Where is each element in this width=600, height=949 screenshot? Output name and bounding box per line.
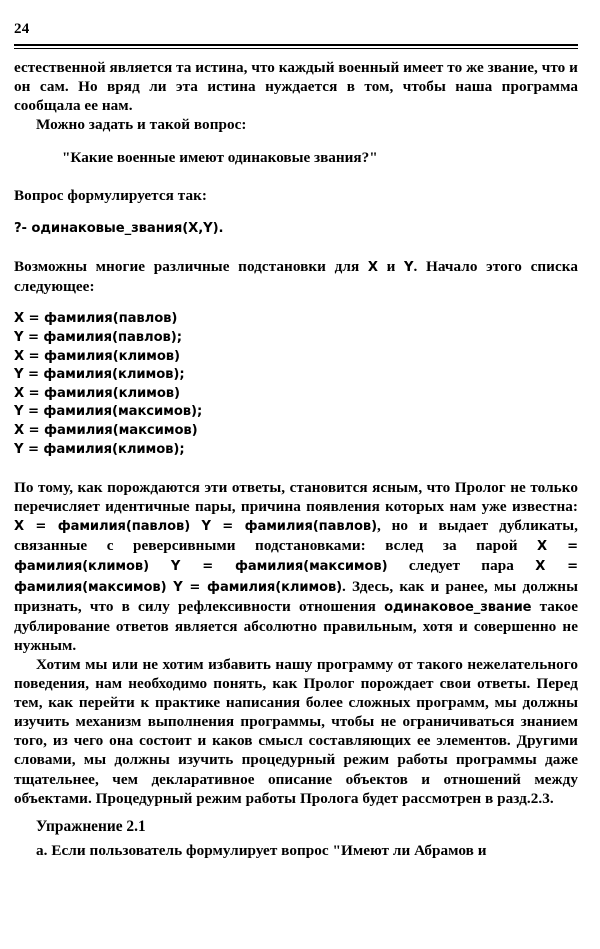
paragraph-substitutions	[14, 257, 578, 296]
prolog-query-line: ?- одинаковые_звания(X,Y).	[14, 220, 224, 236]
relation-name-same-rank: одинаковое_звание	[384, 599, 532, 615]
exercise-item-a: a. Если пользователь формулирует вопрос "Имеют ли Абрамов и	[36, 841, 487, 859]
paragraph-procedural: Хотим мы или не хотим избавить нашу программу от такого нежелательного поведения, нам необходимо понять, как Пролог порождает свои ответы. Перед тем, как перейти к практике написания более сложных программ, мы должны изучить механизм выполнения программы, чтобы не ограничиваться знанием того, из чего она состоит и каков смысл составляющих ее элементов. Другими словами, мы должны изучить процедурный режим работы программы даже тщательнее, чем декларативное описание объектов и отношений между объектами. Процедурный режим работы Пролога будет рассмотрен в разд.2.3.	[14, 655, 578, 807]
variable-y: Y	[404, 260, 414, 276]
binding-list	[14, 310, 578, 459]
substitutions-text-lead: Возможны многие различные подстановки для	[14, 258, 368, 276]
binding-pair-first: X = фамилия(климов) Y = фамилия(максимов)	[14, 539, 579, 575]
duplicates-text-4: . Здесь, как и ранее, мы должны признать, что в силу рефлексивности отношения	[14, 577, 578, 615]
binding-pair-identical: X = фамилия(павлов) Y = фамилия(павлов)	[14, 519, 377, 535]
duplicates-text-1: По тому, как порождаются эти ответы, становится ясным, что Пролог не только перечисляет идентичные пары, причина появления которых нам уже известна:	[14, 479, 578, 516]
paragraph-formulated: Вопрос формулируется так:	[14, 187, 208, 205]
substitutions-text-tail: . Начало этого списка следующее:	[14, 258, 578, 296]
binding-pair-reversed: X = фамилия(максимов) Y = фамилия(климов)	[14, 559, 578, 595]
spacer	[14, 134, 578, 148]
paragraph-can-ask: Можно задать и такой вопрос:	[36, 116, 247, 134]
duplicates-text-2: , но и выдает дубликаты, связанные с реверсивными подстановками: вслед за парой	[14, 517, 579, 555]
page-number: 24	[14, 21, 30, 37]
spacer	[14, 296, 578, 310]
duplicates-text-3: следует пара	[387, 557, 536, 575]
substitutions-text-mid: и	[377, 258, 405, 276]
exercise-heading: Упражнение 2.1	[36, 817, 146, 835]
header-rule-thin	[14, 48, 578, 49]
binding-line: X = фамилия(павлов)	[14, 311, 178, 327]
binding-line: Y = фамилия(максимов);	[14, 404, 203, 420]
spacer	[14, 206, 578, 220]
spacer	[14, 238, 578, 257]
quoted-question: "Какие военные имеют одинаковые звания?"	[62, 149, 378, 167]
spacer	[14, 459, 578, 478]
binding-line: X = фамилия(климов)	[14, 385, 180, 401]
paragraph-continued: естественной является та истина, что каждый военный имеет то же звание, что и он сам. Но вряд ли эта истина нуждается в том, чтобы наша программа сообщала ее нам.	[14, 59, 578, 115]
binding-line: Y = фамилия(климов);	[14, 441, 185, 457]
spacer	[14, 167, 578, 186]
body-text-column	[14, 58, 578, 860]
binding-line: X = фамилия(климов)	[14, 348, 180, 364]
binding-line: Y = фамилия(павлов);	[14, 329, 182, 345]
paragraph-duplicates	[14, 478, 578, 655]
spacer	[14, 808, 578, 817]
duplicates-text-5: такое дублирование ответов является абсолютно правильным, хотя и совершенно не нужным.	[14, 597, 578, 654]
binding-line: X = фамилия(максимов)	[14, 422, 198, 438]
binding-line: Y = фамилия(климов);	[14, 367, 185, 383]
variable-x: X	[367, 260, 378, 276]
header-rule	[14, 44, 578, 49]
